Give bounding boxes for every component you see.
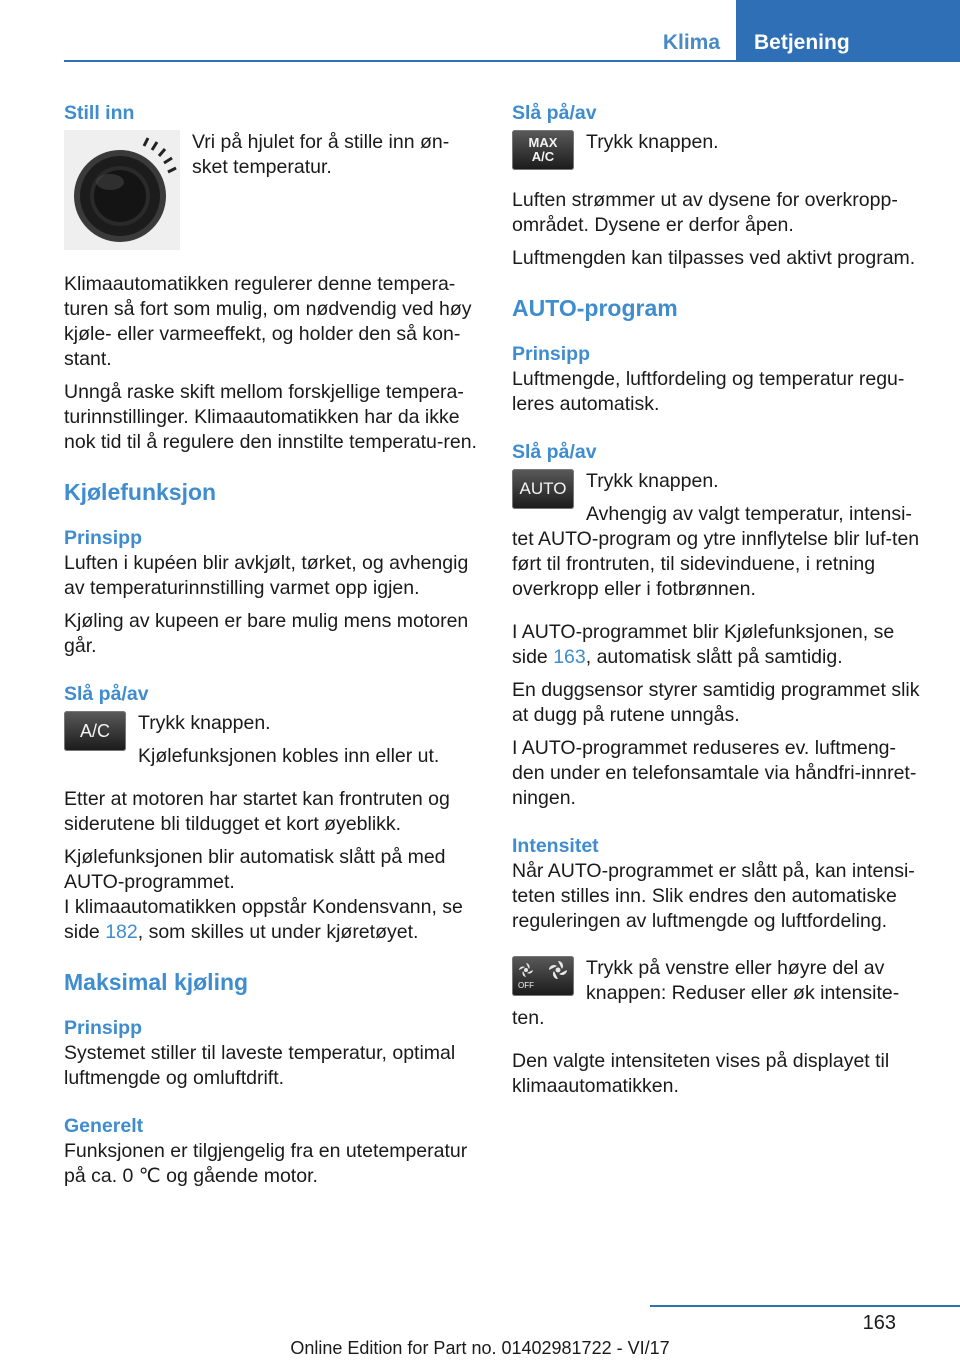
maks-paragraph-1: Luften strømmer ut av dysene for overkropp-området. Dysene er derfor åpen.: [512, 189, 898, 236]
ac-figure-text-2: Kjølefunksjonen kobles inn eller ut.: [138, 745, 440, 767]
ac-button-label: A/C: [79, 721, 110, 741]
max-ac-button-image: [512, 130, 574, 170]
ac-button-image: [64, 711, 126, 751]
auto-figure-continuation: tet AUTO-program og ytre innflytelse blir luf-ten ført til frontruten, til sidevinduene, i retning overkropp eller i fotbrønnen.: [512, 528, 920, 600]
header-chapter-tab[interactable]: Betjening: [736, 0, 960, 62]
kjolefunksjon-prinsipp-p1: Luften i kupéen blir avkjølt, tørket, og avhengig av temperaturinnstilling varmet opp igjen.: [64, 552, 469, 599]
still-inn-heading: Still inn: [64, 102, 135, 124]
running-header: [647, 0, 960, 62]
still-inn-figure-text: Vri på hjulet for å stille inn øn-sket temperatur.: [192, 131, 450, 178]
auto-program-heading: AUTO-program: [512, 295, 678, 321]
kondensvann-text-end: , som skilles ut under kjøretøyet.: [137, 921, 419, 943]
kjolefunksjon-heading: Kjølefunksjon: [64, 479, 217, 505]
knob-icon: [64, 130, 180, 250]
auto-paragraph-2: En duggsensor styrer samtidig programmet slik at dugg på rutene unngås.: [512, 679, 920, 726]
intensity-button-figure: [512, 952, 926, 1006]
still-inn-paragraph-2: Unngå raske skift mellom forskjellige tempera-turinnstillinger. Klimaautomatikken har da ikke nok tid til å regulere den innstilte temperatu-ren.: [64, 381, 477, 453]
temperature-knob-image: [64, 130, 180, 250]
auto-button-label: AUTO: [519, 479, 567, 498]
auto-button-image: [512, 469, 574, 509]
kjolefunksjon-sla-label: Slå på/av: [64, 683, 149, 705]
kjolefunksjon-paragraph-1: Etter at motoren har startet kan frontruten og siderutene bli tildugget et kort øyeblikk.: [64, 788, 450, 835]
maksimal-kjoling-heading: Maksimal kjøling: [64, 969, 249, 995]
maksimal-prinsipp-text: Systemet stiller til laveste temperatur, optimal luftmengde og omluftdrift.: [64, 1042, 456, 1089]
intensity-figure-text: Trykk på venstre eller høyre del av knappen: Reduser eller øk intensite-: [586, 957, 900, 1004]
kjolefunksjon-paragraph-2: Kjølefunksjonen blir automatisk slått på med AUTO-programmet.: [64, 846, 446, 893]
header-rule: [64, 60, 960, 62]
max-ac-figure-text: Trykk knappen.: [586, 131, 719, 153]
intensity-figure-continuation: ten.: [512, 1007, 545, 1029]
generelt-label: Generelt: [64, 1115, 144, 1137]
still-inn-paragraph-1: Klimaautomatikken regulerer denne tempera-turen så fort som mulig, om nødvendig ved høy kjøle- eller varmeeffekt, og holder den så kon-stant.: [64, 273, 472, 370]
auto-button-figure: [512, 465, 926, 527]
maks-paragraph-2: Luftmengden kan tilpasses ved aktivt program.: [512, 247, 916, 269]
intensitet-label: Intensitet: [512, 835, 599, 857]
auto-prinsipp-text: Luftmengde, luftfordeling og temperatur regu-leres automatisk.: [512, 368, 905, 415]
page-link-163[interactable]: 163: [553, 646, 586, 668]
auto-p1-text: I AUTO-programmet blir Kjølefunksjonen, se side: [512, 621, 895, 668]
temperature-knob-figure: [64, 126, 478, 250]
max-ac-button-figure: [512, 126, 926, 170]
generelt-text: Funksjonen er tilgjengelig fra en utetemperatur på ca. 0 ℃ og gående motor.: [64, 1140, 468, 1187]
auto-p1-text-end: , automatisk slått på samtidig.: [585, 646, 843, 668]
page-link-182[interactable]: 182: [105, 921, 138, 943]
maks-sla-label: Slå på/av: [512, 102, 597, 124]
kondensvann-text: I klimaautomatikken oppstår Kondensvann, se side: [64, 896, 463, 943]
intensitet-paragraph-1: Når AUTO-programmet er slått på, kan intensi-teten stilles inn. Slik endres den automatiske reguleringen av luftmengde og luftfordeling.: [512, 860, 915, 932]
auto-paragraph-3: I AUTO-programmet reduseres ev. luftmeng-den under en telefonsamtale via håndfri-innret-ningen.: [512, 737, 917, 809]
footer-rule: [650, 1305, 960, 1307]
header-section-tab[interactable]: Klima: [647, 0, 736, 62]
ac-button-figure: [64, 707, 478, 769]
kjolefunksjon-prinsipp-p2: Kjøling av kupeen er bare mulig mens motoren går.: [64, 610, 469, 657]
auto-paragraph-1: [512, 620, 926, 670]
max-ac-button-label: MAX A/C: [528, 135, 558, 164]
auto-sla-label: Slå på/av: [512, 441, 597, 463]
kjolefunksjon-paragraph-3: [64, 895, 478, 945]
page-number: 163: [862, 1312, 896, 1334]
auto-figure-text-2: Avhengig av valgt temperatur, intensi-: [586, 503, 912, 525]
maksimal-prinsipp-label: Prinsipp: [64, 1017, 143, 1039]
kjolefunksjon-prinsipp-label: Prinsipp: [64, 527, 143, 549]
auto-prinsipp-label: Prinsipp: [512, 343, 591, 365]
intensity-off-label: OFF: [518, 981, 534, 990]
edition-line: Online Edition for Part no. 01402981722 - VI/17: [290, 1338, 670, 1358]
intensity-button-image: [512, 956, 574, 996]
left-column: [64, 100, 478, 1189]
right-column: [512, 100, 926, 1099]
ac-figure-text-1: Trykk knappen.: [138, 712, 271, 734]
auto-figure-text-1: Trykk knappen.: [586, 470, 719, 492]
intensitet-paragraph-2: Den valgte intensiteten vises på displayet til klimaautomatikken.: [512, 1050, 890, 1097]
